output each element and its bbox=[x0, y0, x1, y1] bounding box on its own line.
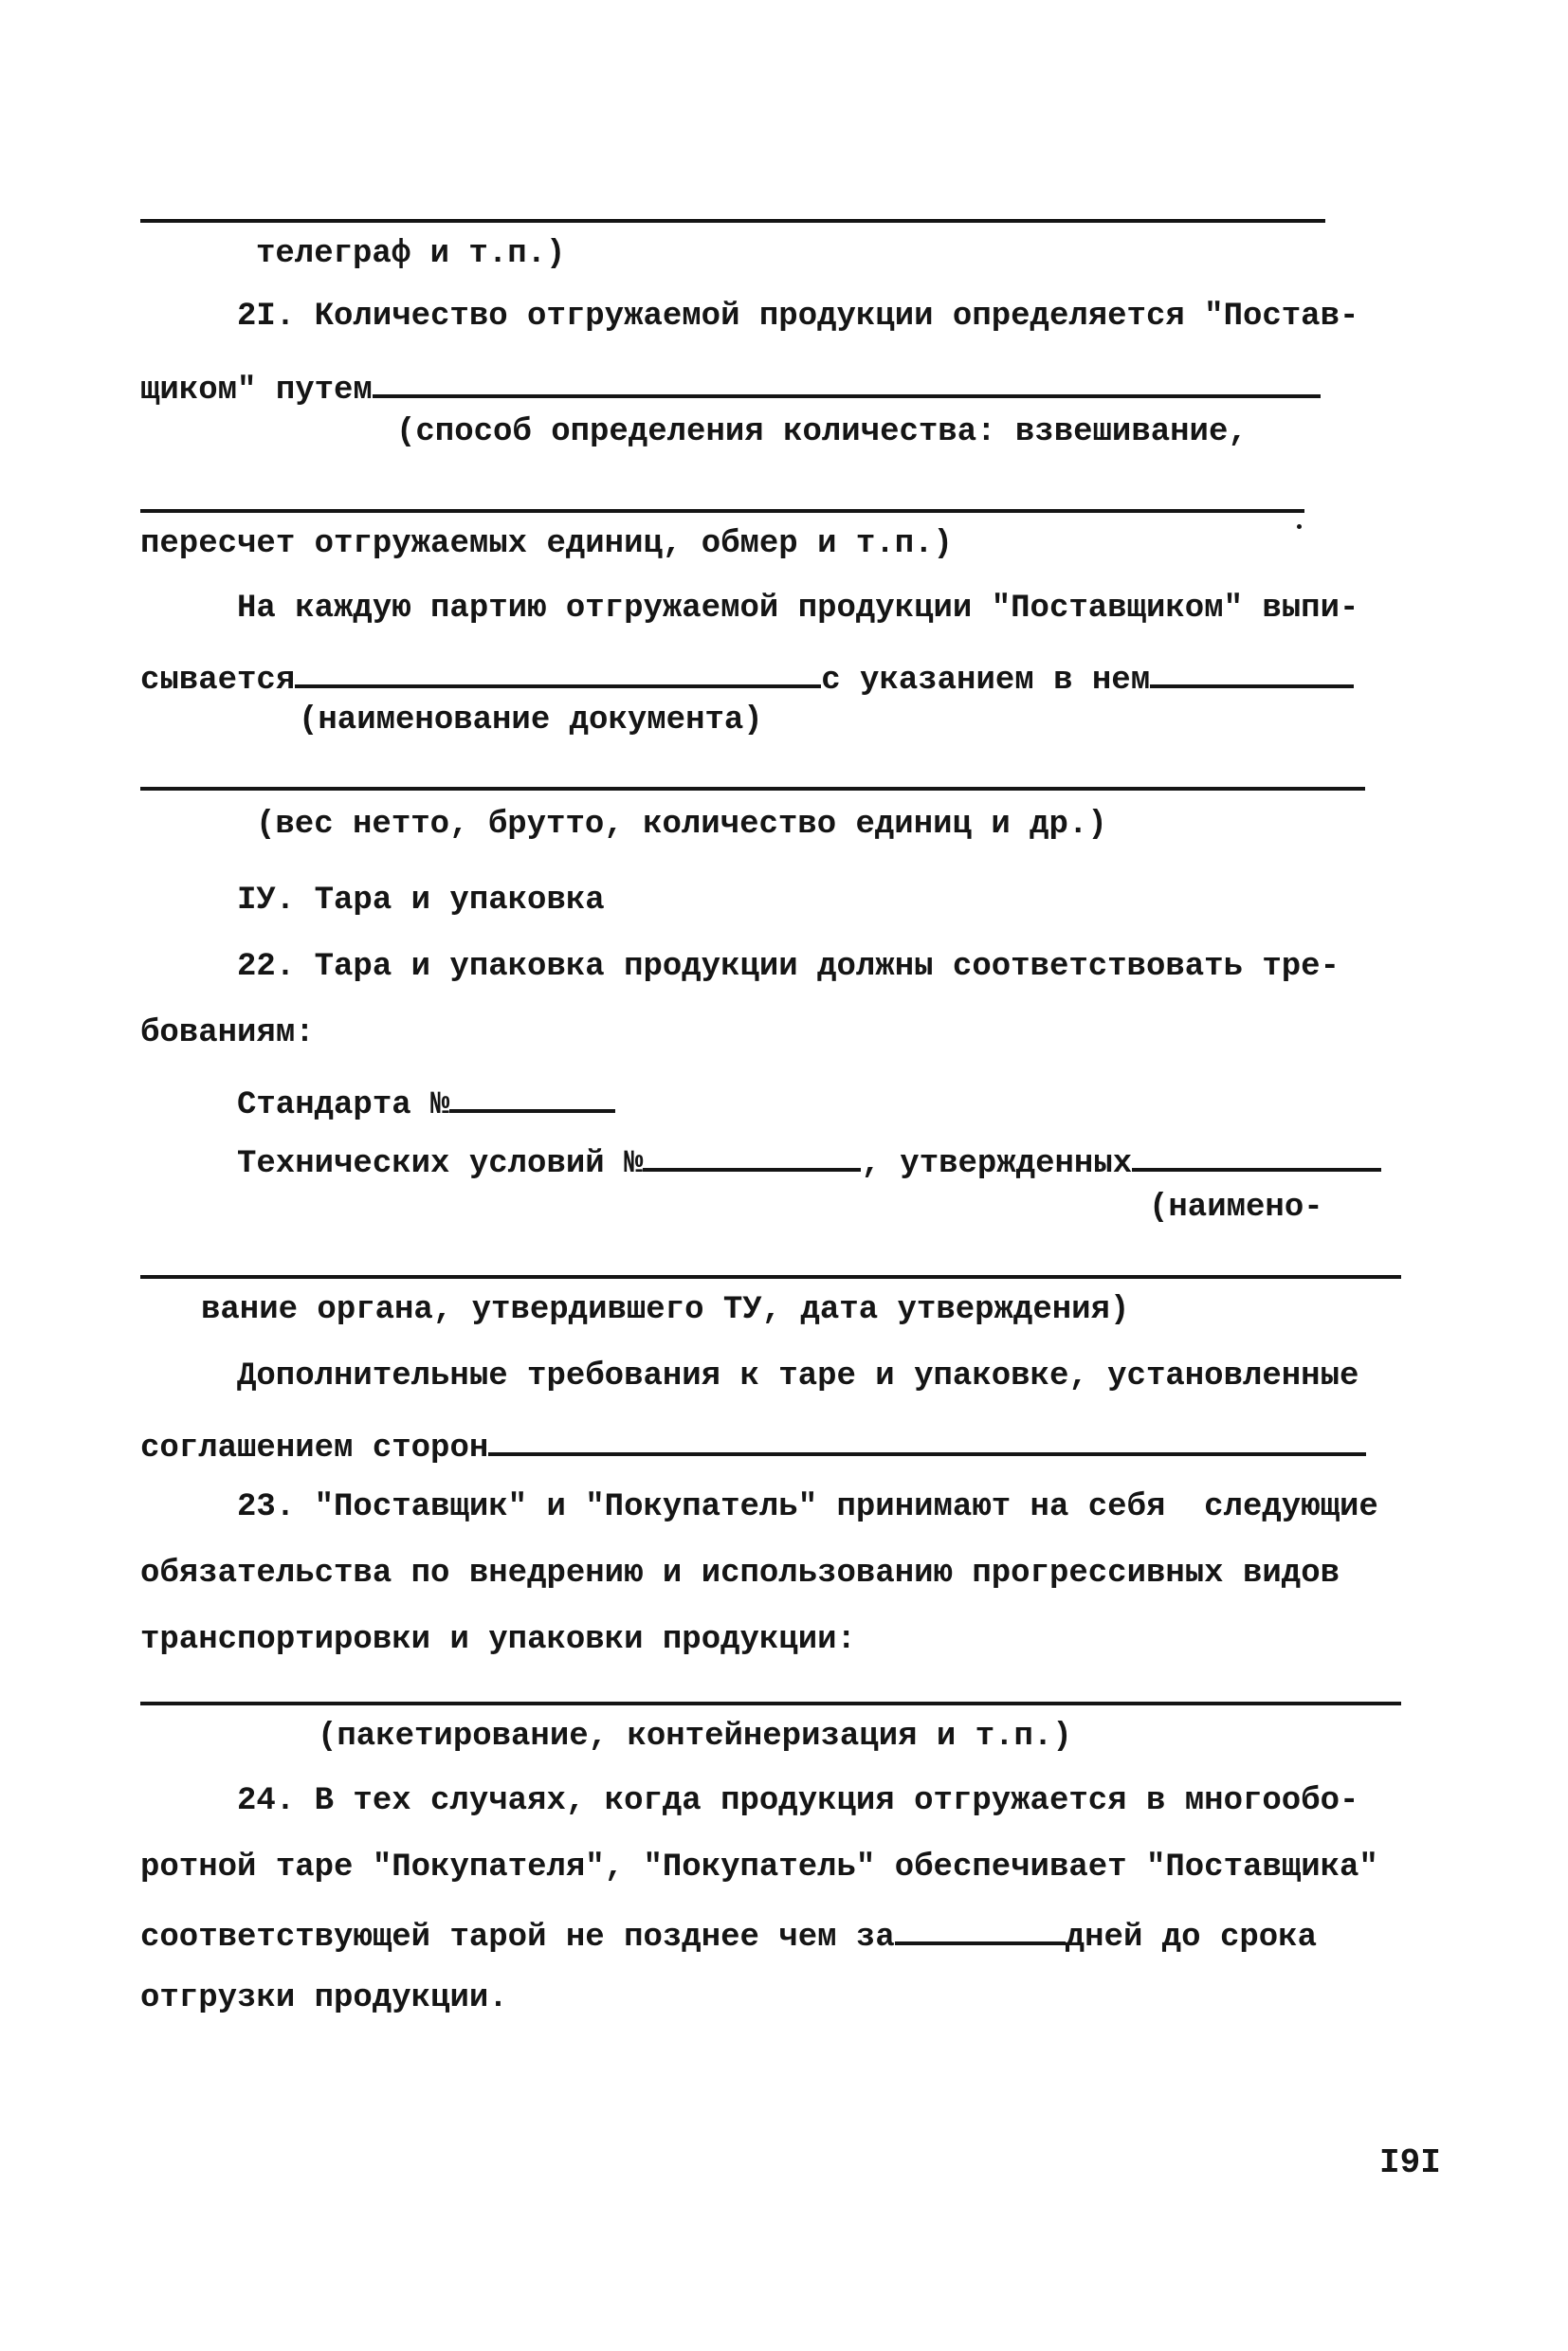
agreement-line bbox=[140, 1424, 1366, 1467]
text-indicating: с указанием в нем bbox=[821, 663, 1151, 699]
blank-standard-number bbox=[449, 1081, 615, 1113]
fill-line-transport bbox=[140, 1702, 1401, 1705]
blank-tu-number bbox=[643, 1139, 861, 1172]
paragraph-22-line-1: 22. Тара и упаковка продукции должны соответствовать тре- bbox=[237, 949, 1340, 985]
text-days-before: дней до срока bbox=[1065, 1920, 1317, 1956]
fill-line-approving-body bbox=[140, 1275, 1401, 1279]
text-issued: сывается bbox=[140, 663, 296, 699]
paragraph-24-line-4: отгрузки продукции. bbox=[140, 1980, 508, 2016]
paragraph-21-line-3: На каждую партию отгружаемой продукции "Поставщиком" выпи- bbox=[237, 591, 1359, 627]
blank-quantity-method bbox=[373, 366, 1321, 398]
section-heading-iv: IУ. Тара и упаковка bbox=[237, 883, 605, 919]
text-method: щиком" путем bbox=[140, 373, 373, 409]
note-approving-body-2: вание органа, утвердившего ТУ, дата утверждения) bbox=[201, 1292, 1130, 1328]
paragraph-24-line-3 bbox=[140, 1913, 1317, 1957]
text-no-later: соответствующей тарой не позднее чем за bbox=[140, 1920, 895, 1956]
paragraph-23-line-1: 23. "Поставщик" и "Покупатель" принимают на себя следующие bbox=[237, 1489, 1378, 1525]
fill-line-quantity-method bbox=[140, 509, 1304, 513]
text-standard: Стандарта № bbox=[237, 1087, 450, 1123]
blank-approving-body bbox=[1132, 1139, 1381, 1172]
note-weight: (вес нетто, брутто, количество единиц и др.) bbox=[256, 807, 1107, 843]
paragraph-21-line-2 bbox=[140, 366, 1321, 410]
fill-line-top bbox=[140, 219, 1325, 223]
additional-requirements: Дополнительные требования к таре и упаковке, установленные bbox=[237, 1358, 1359, 1394]
text-telegraph-note: телеграф и т.п.) bbox=[256, 236, 566, 272]
note-document-name: (наименование документа) bbox=[299, 702, 763, 738]
note-quantity-method: (способ определения количества: взвешивание, bbox=[396, 414, 1248, 450]
text-tech-conditions: Технических условий № bbox=[237, 1146, 644, 1182]
blank-days bbox=[895, 1913, 1066, 1945]
blank-document-content bbox=[1150, 656, 1354, 688]
paragraph-21-line-4 bbox=[140, 656, 1354, 700]
fill-line-weight bbox=[140, 787, 1365, 791]
paragraph-23-line-3: транспортировки и упаковки продукции: bbox=[140, 1622, 856, 1658]
note-quantity-method-2: пересчет отгружаемых единиц, обмер и т.п.) bbox=[140, 526, 953, 562]
blank-document-name bbox=[295, 656, 821, 688]
paragraph-22-line-2: бованиям: bbox=[140, 1015, 315, 1051]
paragraph-24-line-2: ротной таре "Покупателя", "Покупатель" обеспечивает "Поставщика" bbox=[140, 1850, 1378, 1886]
blank-agreement bbox=[488, 1424, 1366, 1456]
paragraph-24-line-1: 24. В тех случаях, когда продукция отгружается в многообо- bbox=[237, 1783, 1359, 1819]
text-agreement: соглашением сторон bbox=[140, 1431, 489, 1467]
page-number: I9I bbox=[1379, 2143, 1441, 2182]
paragraph-23-line-2: обязательства по внедрению и использованию прогрессивных видов bbox=[140, 1556, 1340, 1592]
stray-dot bbox=[1297, 524, 1302, 529]
tech-conditions-line bbox=[237, 1139, 1381, 1183]
standard-line bbox=[237, 1081, 615, 1124]
text-approved: , утвержденных bbox=[861, 1146, 1133, 1182]
paragraph-21-line-1: 2I. Количество отгружаемой продукции определяется "Постав- bbox=[237, 299, 1359, 335]
note-approving-body: (наимено- bbox=[1149, 1190, 1323, 1226]
note-transport: (пакетирование, контейнеризация и т.п.) bbox=[318, 1719, 1072, 1755]
